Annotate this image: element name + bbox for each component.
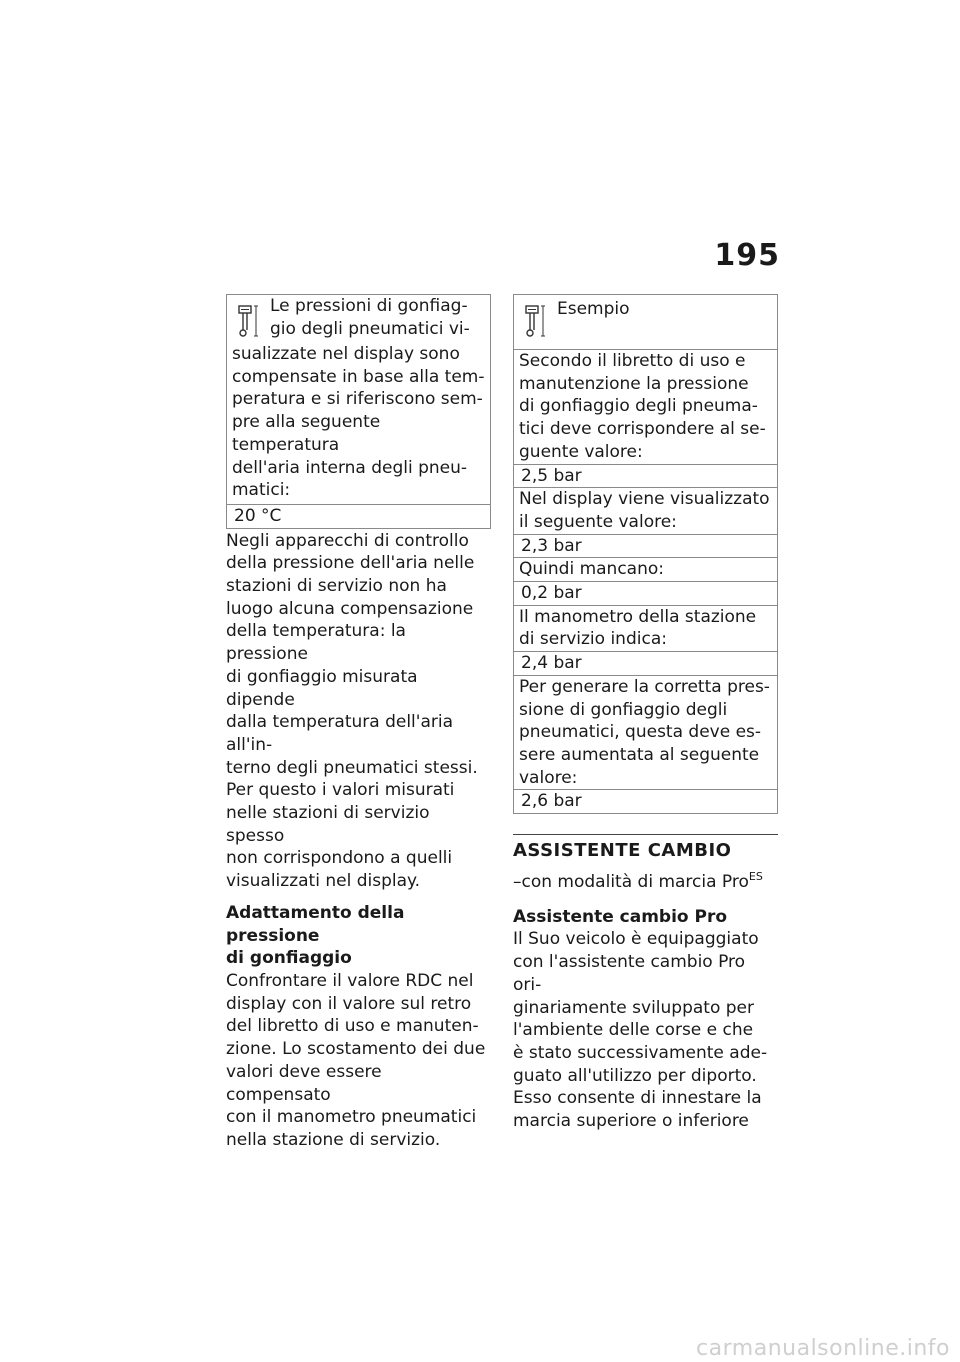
paragraph-gear-assist — [513, 928, 778, 1132]
text-line: valori deve essere compensato — [226, 1061, 382, 1105]
example-text-line: guente valore: — [519, 441, 643, 462]
paragraph-adjustment — [226, 970, 491, 1152]
example-value-cell — [514, 465, 777, 489]
example-table — [513, 294, 778, 814]
example-header-row — [519, 295, 772, 343]
text-line: è stato successivamente ade- — [513, 1042, 768, 1063]
example-value: 2,6 bar — [521, 791, 582, 812]
note-line: pre alla seguente temperatura — [232, 412, 381, 455]
text-line: zione. Lo scostamento dei due — [226, 1039, 486, 1060]
example-text-line: Il manometro della stazione — [519, 606, 757, 627]
section-title: ASSISTENTE CAMBIO — [513, 834, 778, 862]
note-line: compensate in base alla tem- — [232, 366, 485, 387]
text-line: guato all'utilizzo per diporto. — [513, 1065, 757, 1086]
example-text-cell — [514, 488, 777, 534]
note-line: gio degli pneumatici vi- — [270, 318, 470, 339]
text-line: non corrispondono a quelli — [226, 848, 453, 869]
note-value: 20 °C — [227, 505, 490, 529]
example-value-cell — [514, 652, 777, 676]
example-text-line: Nel display viene visualizzato — [519, 489, 770, 510]
text-line: Negli apparecchi di controllo — [226, 530, 469, 551]
text-line: ginariamente sviluppato per — [513, 997, 755, 1018]
example-text-cell — [514, 558, 777, 582]
example-value-cell — [514, 582, 777, 606]
subheading-line: Adattamento della pressione — [226, 902, 405, 946]
watermark: carmanualsonline.info — [696, 1336, 950, 1361]
note-line: matici: — [232, 480, 291, 501]
example-title: Esempio — [557, 299, 630, 319]
note-box — [226, 294, 491, 529]
example-text-cell — [514, 350, 777, 465]
example-value: 0,2 bar — [521, 583, 582, 604]
right-column — [513, 294, 778, 1133]
note-line: peratura e si riferiscono sem- — [232, 389, 483, 410]
text-line: della pressione dell'aria nelle — [226, 553, 475, 574]
example-value: 2,5 bar — [521, 465, 582, 486]
text-line: luogo alcuna compensazione — [226, 598, 474, 619]
tire-gauge-icon — [523, 303, 557, 343]
subheading-line: di gonfiaggio — [226, 948, 352, 969]
example-header — [514, 295, 777, 350]
example-value: 2,4 bar — [521, 653, 582, 674]
example-text-cell — [514, 606, 777, 652]
example-text-line: valore: — [519, 767, 578, 788]
text-line: nella stazione di servizio. — [226, 1129, 441, 1150]
text-line: della temperatura: la pressione — [226, 621, 406, 665]
example-text-line: il seguente valore: — [519, 511, 677, 532]
page-number: 195 — [714, 238, 780, 273]
note-cell — [227, 295, 490, 505]
example-text-line: Secondo il libretto di uso e — [519, 351, 746, 371]
text-line: Il Suo veicolo è equipaggiato — [513, 929, 759, 950]
example-text-line: sione di gonfiaggio degli — [519, 699, 728, 720]
text-line: Esso consente di innestare la — [513, 1088, 762, 1109]
subheading-gear-assist: Assistente cambio Pro — [513, 906, 728, 927]
example-text-line: manutenzione la pressione — [519, 373, 749, 394]
example-text-cell — [514, 676, 777, 791]
text-line: l'ambiente delle corse e che — [513, 1020, 754, 1041]
tire-gauge-icon — [236, 303, 270, 343]
example-text-line: sere aumentata al seguente — [519, 744, 760, 765]
example-text-line: tici deve corrispondere al se- — [519, 419, 766, 440]
section-subtitle — [513, 866, 778, 894]
text-line: con il manometro pneumatici — [226, 1107, 477, 1128]
example-rows — [514, 350, 777, 814]
example-text-line: di gonfiaggio degli pneuma- — [519, 396, 758, 417]
text-line: visualizzati nel display. — [226, 871, 421, 892]
paragraph-compensation — [226, 530, 491, 893]
example-text-line: Quindi mancano: — [519, 559, 664, 580]
note-line: sualizzate nel display sono — [232, 344, 460, 364]
example-text-line: di servizio indica: — [519, 629, 667, 650]
example-text-line: pneumatici, questa deve es- — [519, 722, 762, 743]
text-line: con l'assistente cambio Pro ori- — [513, 952, 746, 995]
left-column — [226, 294, 491, 1152]
note-header — [232, 295, 485, 343]
text-line: del libretto di uso e manuten- — [226, 1016, 479, 1037]
text-line: Per questo i valori misurati — [226, 780, 455, 801]
text-line: Confrontare il valore RDC nel — [226, 970, 474, 991]
text-line: stazioni di servizio non ha — [226, 576, 447, 597]
example-text-line: Per generare la corretta pres- — [519, 676, 770, 697]
text-line: display con il valore sul retro — [226, 993, 472, 1014]
note-line: dell'aria interna degli pneu- — [232, 457, 468, 478]
text-line: terno degli pneumatici stessi. — [226, 757, 478, 778]
text-line: di gonfiaggio misurata dipende — [226, 666, 418, 710]
subheading-adjustment — [226, 902, 491, 970]
example-value-cell — [514, 790, 777, 814]
text-line: nelle stazioni di servizio spesso — [226, 803, 430, 846]
text-line: marcia superiore o inferiore — [513, 1111, 749, 1132]
section-subtitle-text: –con modalità di marcia Pro — [513, 872, 749, 893]
note-text-top — [270, 295, 470, 340]
note-line: Le pressioni di gonfiag- — [270, 296, 468, 316]
example-value-cell — [514, 535, 777, 559]
example-value: 2,3 bar — [521, 535, 582, 556]
section-subtitle-sup: ES — [748, 870, 763, 884]
text-line: dalla temperatura dell'aria all'in- — [226, 712, 453, 755]
